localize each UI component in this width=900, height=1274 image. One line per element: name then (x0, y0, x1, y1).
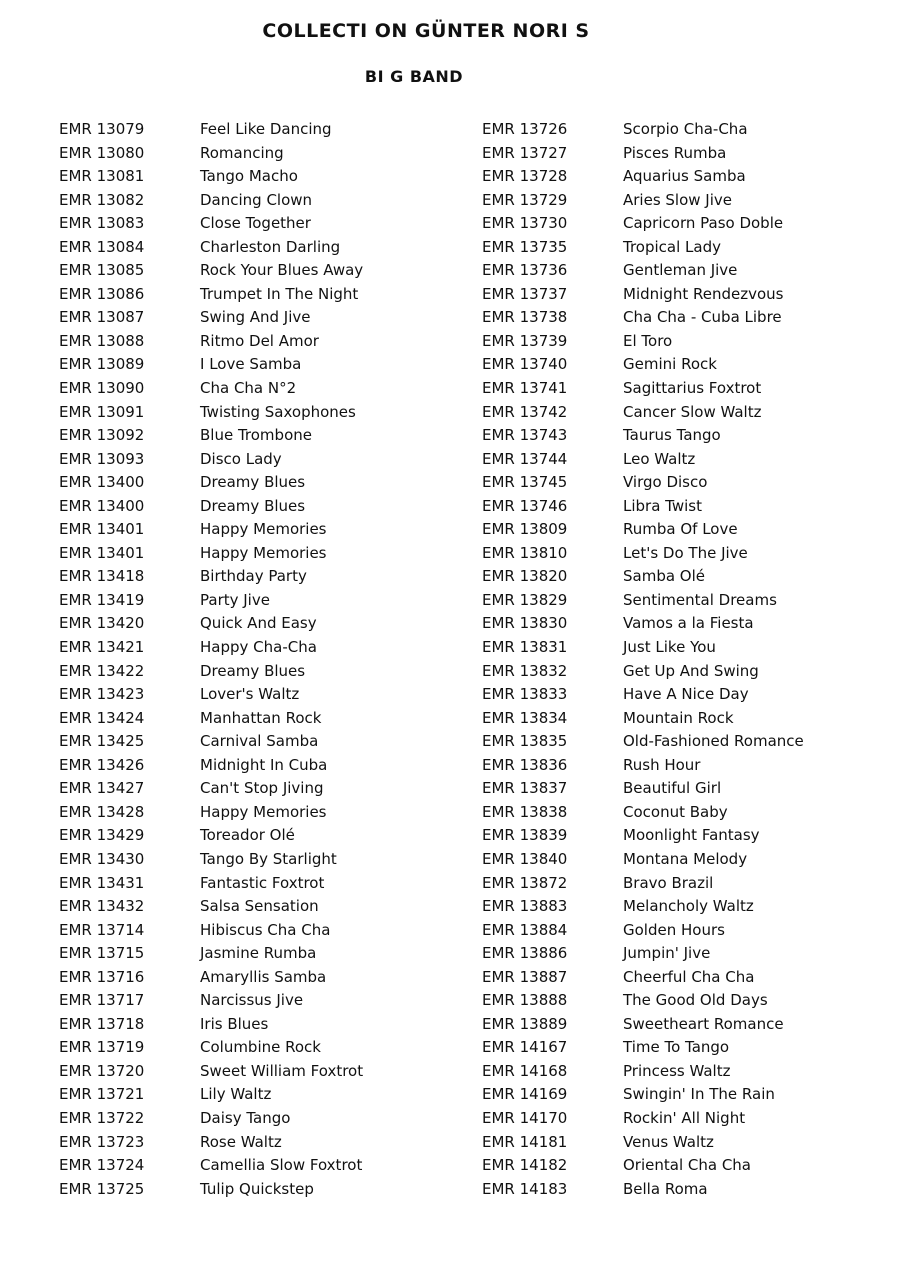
catalog-code: EMR 13738 (482, 308, 568, 327)
catalog-code: EMR 13418 (59, 567, 145, 586)
song-title: Lover's Waltz (200, 685, 300, 704)
song-title: Amaryllis Samba (200, 967, 327, 986)
song-title: Cha Cha - Cuba Libre (623, 308, 782, 327)
song-title: Happy Memories (200, 802, 327, 821)
song-title: Toreador Olé (200, 826, 295, 845)
song-title: Rockin' All Night (623, 1108, 746, 1127)
song-title: Quick And Easy (200, 614, 317, 633)
catalog-code: EMR 13089 (59, 355, 145, 374)
song-title: Cancer Slow Waltz (623, 402, 762, 421)
catalog-code: EMR 13420 (59, 614, 145, 633)
catalog-code: EMR 13091 (59, 402, 145, 421)
song-title: Coconut Baby (623, 802, 728, 821)
song-title: Close Together (200, 214, 311, 233)
song-title: Time To Tango (623, 1038, 730, 1057)
song-title: Tango By Starlight (200, 849, 337, 868)
catalog-code: EMR 13887 (482, 967, 568, 986)
catalog-code: EMR 13716 (59, 967, 145, 986)
catalog-code: EMR 13718 (59, 1014, 145, 1033)
song-title: Sentimental Dreams (623, 590, 777, 609)
catalog-code: EMR 14181 (482, 1132, 568, 1151)
song-title: Happy Cha-Cha (200, 638, 317, 657)
catalog-code: EMR 13742 (482, 402, 568, 421)
catalog-code: EMR 13886 (482, 944, 568, 963)
catalog-code: EMR 13721 (59, 1085, 145, 1104)
catalog-code: EMR 13092 (59, 426, 145, 445)
catalog-code: EMR 13423 (59, 685, 145, 704)
catalog-code: EMR 13730 (482, 214, 568, 233)
song-title: Beautiful Girl (623, 779, 722, 798)
song-title: Daisy Tango (200, 1108, 291, 1127)
song-title: Midnight Rendezvous (623, 284, 784, 303)
catalog-code: EMR 13082 (59, 190, 145, 209)
song-title: Disco Lady (200, 449, 282, 468)
catalog-code: EMR 13725 (59, 1179, 145, 1198)
catalog-code: EMR 13839 (482, 826, 568, 845)
catalog-code: EMR 13810 (482, 543, 568, 562)
song-title: Scorpio Cha-Cha (623, 120, 748, 138)
catalog-code: EMR 13889 (482, 1014, 568, 1033)
song-title: Carnival Samba (200, 732, 319, 751)
catalog-code: EMR 13809 (482, 520, 568, 539)
catalog-code: EMR 13430 (59, 849, 145, 868)
catalog-code: EMR 13820 (482, 567, 568, 586)
catalog-code: EMR 13401 (59, 520, 145, 539)
catalog-code: EMR 13083 (59, 214, 145, 233)
song-title: Swing And Jive (200, 308, 311, 327)
catalog-code: EMR 13717 (59, 991, 145, 1010)
song-title: Trumpet In The Night (200, 284, 359, 303)
catalog-code: EMR 13719 (59, 1038, 145, 1057)
song-title: Oriental Cha Cha (623, 1156, 751, 1175)
catalog-code: EMR 13745 (482, 473, 568, 492)
catalog-code: EMR 13087 (59, 308, 145, 327)
catalog-code: EMR 13835 (482, 732, 568, 751)
song-title: El Toro (623, 331, 673, 350)
song-title: Bella Roma (623, 1179, 708, 1198)
song-title: Libra Twist (623, 496, 702, 515)
song-title: Moonlight Fantasy (623, 826, 760, 845)
catalog-code: EMR 13832 (482, 661, 568, 680)
song-title: Manhattan Rock (200, 708, 322, 727)
catalog-code: EMR 13741 (482, 379, 568, 398)
song-title: Tango Macho (200, 167, 298, 186)
catalog-code: EMR 13421 (59, 638, 145, 657)
song-title: Have A Nice Day (623, 685, 749, 704)
song-title: Cha Cha N°2 (200, 379, 297, 398)
catalog-code: EMR 13727 (482, 143, 568, 162)
song-title: Rush Hour (623, 755, 701, 774)
song-title: Capricorn Paso Doble (623, 214, 784, 233)
catalog-code: EMR 13829 (482, 590, 568, 609)
song-title: Salsa Sensation (200, 897, 319, 916)
song-title: Vamos a la Fiesta (623, 614, 754, 633)
catalog-code: EMR 13834 (482, 708, 568, 727)
song-title: Dancing Clown (200, 190, 313, 209)
catalog-code: EMR 13740 (482, 355, 568, 374)
song-title: Swingin' In The Rain (623, 1085, 775, 1104)
song-title: Golden Hours (623, 920, 725, 939)
song-title: Feel Like Dancing (200, 120, 332, 138)
song-title: Can't Stop Jiving (200, 779, 324, 798)
song-title: Birthday Party (200, 567, 307, 586)
song-title: Dreamy Blues (200, 473, 306, 492)
song-title: Sweetheart Romance (623, 1014, 784, 1033)
catalog-code: EMR 13726 (482, 120, 568, 138)
song-title: Camellia Slow Foxtrot (200, 1156, 363, 1175)
catalog-code: EMR 13837 (482, 779, 568, 798)
catalog-code: EMR 13088 (59, 331, 145, 350)
catalog-code: EMR 13833 (482, 685, 568, 704)
catalog-code: EMR 13720 (59, 1061, 145, 1080)
song-title: Blue Trombone (200, 426, 312, 445)
song-title: Montana Melody (623, 849, 748, 868)
song-title: Happy Memories (200, 543, 327, 562)
catalog-code: EMR 13838 (482, 802, 568, 821)
song-title: Just Like You (623, 638, 716, 657)
catalog-code: EMR 13427 (59, 779, 145, 798)
catalog-code: EMR 13722 (59, 1108, 145, 1127)
song-title: Jumpin' Jive (623, 944, 711, 963)
song-title: Midnight In Cuba (200, 755, 328, 774)
song-title: Dreamy Blues (200, 496, 306, 515)
song-title: Lily Waltz (200, 1085, 272, 1104)
catalog-code: EMR 13090 (59, 379, 145, 398)
song-title: Happy Memories (200, 520, 327, 539)
catalog-code: EMR 13715 (59, 944, 145, 963)
catalog-code: EMR 13836 (482, 755, 568, 774)
catalog-code: EMR 13831 (482, 638, 568, 657)
catalog-code: EMR 13746 (482, 496, 568, 515)
catalog-code: EMR 13728 (482, 167, 568, 186)
song-title: Hibiscus Cha Cha (200, 920, 331, 939)
song-title: Aquarius Samba (623, 167, 746, 186)
song-title: Leo Waltz (623, 449, 696, 468)
song-title: Mountain Rock (623, 708, 734, 727)
catalog-code: EMR 13432 (59, 897, 145, 916)
catalog-code: EMR 13743 (482, 426, 568, 445)
catalog-code: EMR 14167 (482, 1038, 568, 1057)
song-title: Twisting Saxophones (200, 402, 356, 421)
catalog-code: EMR 13400 (59, 496, 145, 515)
song-title: Venus Waltz (623, 1132, 714, 1151)
catalog-code: EMR 13736 (482, 261, 568, 280)
song-title: Party Jive (200, 590, 270, 609)
catalog-code: EMR 13830 (482, 614, 568, 633)
catalog-code: EMR 13724 (59, 1156, 145, 1175)
catalog-code: EMR 13737 (482, 284, 568, 303)
catalog-code: EMR 13431 (59, 873, 145, 892)
song-title: Narcissus Jive (200, 991, 304, 1010)
song-title: Princess Waltz (623, 1061, 731, 1080)
catalog-code: EMR 13883 (482, 897, 568, 916)
catalog-code: EMR 13419 (59, 590, 145, 609)
song-title: Aries Slow Jive (623, 190, 733, 209)
song-title: Columbine Rock (200, 1038, 321, 1057)
page-subtitle: BI G BAND (364, 67, 464, 86)
song-title: Jasmine Rumba (200, 944, 317, 963)
catalog-code: EMR 13425 (59, 732, 145, 751)
catalog-code: EMR 13840 (482, 849, 568, 868)
catalog-code: EMR 13872 (482, 873, 568, 892)
catalog-code: EMR 13401 (59, 543, 145, 562)
song-title: Rose Waltz (200, 1132, 282, 1151)
song-title: Sagittarius Foxtrot (623, 379, 762, 398)
catalog-code: EMR 13426 (59, 755, 145, 774)
song-title: Pisces Rumba (623, 143, 727, 162)
song-title: Let's Do The Jive (623, 543, 748, 562)
catalog-code: EMR 13744 (482, 449, 568, 468)
catalog-code: EMR 14182 (482, 1156, 568, 1175)
song-title: Rock Your Blues Away (200, 261, 364, 280)
song-title: The Good Old Days (623, 991, 768, 1010)
song-title: Taurus Tango (623, 426, 721, 445)
catalog-code: EMR 13086 (59, 284, 145, 303)
catalog-code: EMR 13422 (59, 661, 145, 680)
catalog-code: EMR 13084 (59, 237, 145, 256)
song-title: Sweet William Foxtrot (200, 1061, 364, 1080)
song-title: Samba Olé (623, 567, 706, 586)
catalog-code: EMR 13085 (59, 261, 145, 280)
song-title: I Love Samba (200, 355, 302, 374)
song-title: Dreamy Blues (200, 661, 306, 680)
catalog-code: EMR 14168 (482, 1061, 568, 1080)
song-title: Gentleman Jive (623, 261, 738, 280)
catalog-code: EMR 13888 (482, 991, 568, 1010)
song-title: Cheerful Cha Cha (623, 967, 755, 986)
song-title: Melancholy Waltz (623, 897, 754, 916)
song-title: Fantastic Foxtrot (200, 873, 325, 892)
song-title: Bravo Brazil (623, 873, 714, 892)
catalog-code: EMR 13093 (59, 449, 145, 468)
song-title: Charleston Darling (200, 237, 341, 256)
song-title: Ritmo Del Amor (200, 331, 319, 350)
song-title: Gemini Rock (623, 355, 717, 374)
catalog-code: EMR 13080 (59, 143, 145, 162)
catalog-code: EMR 13739 (482, 331, 568, 350)
song-title: Rumba Of Love (623, 520, 738, 539)
song-title: Virgo Disco (623, 473, 708, 492)
catalog-code: EMR 13735 (482, 237, 568, 256)
catalog-code: EMR 13428 (59, 802, 145, 821)
song-title: Tulip Quickstep (200, 1179, 314, 1198)
song-title: Old-Fashioned Romance (623, 732, 804, 751)
catalog-code: EMR 13424 (59, 708, 145, 727)
catalog-code: EMR 13884 (482, 920, 568, 939)
song-title: Get Up And Swing (623, 661, 759, 680)
catalog-code: EMR 14169 (482, 1085, 568, 1104)
catalog-code: EMR 13723 (59, 1132, 145, 1151)
page-title: COLLECTI ON GÜNTER NORI S (262, 20, 590, 42)
catalog-code: EMR 13079 (59, 120, 145, 138)
song-title: Romancing (200, 143, 284, 162)
catalog-code: EMR 14170 (482, 1108, 568, 1127)
catalog-code: EMR 13429 (59, 826, 145, 845)
song-title: Iris Blues (200, 1014, 269, 1033)
catalog-code: EMR 13400 (59, 473, 145, 492)
catalog-code: EMR 13081 (59, 167, 145, 186)
catalog-code: EMR 13729 (482, 190, 568, 209)
catalog-code: EMR 13714 (59, 920, 145, 939)
song-title: Tropical Lady (623, 237, 721, 256)
catalog-code: EMR 14183 (482, 1179, 568, 1198)
